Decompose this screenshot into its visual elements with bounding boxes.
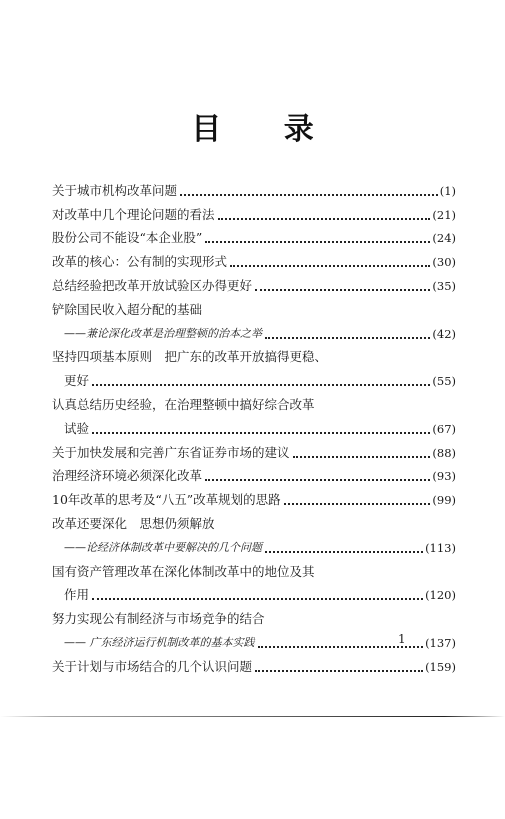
toc-entry-continuation[interactable] [52, 413, 456, 437]
toc-entry-title: 股份公司不能设“本企业股” [52, 230, 203, 246]
dot-leader [180, 190, 438, 196]
dot-leader [92, 594, 423, 600]
page-title: 目 录 [191, 112, 340, 147]
toc-entry-page: (30) [432, 255, 456, 270]
toc-entry-title: 10年改革的思考及“八五”改革规划的思路 [52, 492, 281, 508]
toc-entry-page: (137) [425, 635, 456, 650]
table-of-contents [52, 175, 456, 675]
toc-entry-title: ——兼论深化改革是治理整顿的治本之举 [64, 326, 262, 340]
dot-leader [205, 475, 430, 481]
toc-entry-title: 对改革中几个理论问题的看法 [52, 206, 215, 222]
dot-leader [255, 666, 423, 672]
toc-entry-title: 关于加快发展和完善广东省证券市场的建议 [52, 444, 290, 460]
dot-leader [265, 547, 423, 553]
toc-entry-title: 国有资产管理改革在深化体制改革中的地位及其 [52, 563, 315, 579]
toc-entry[interactable] [52, 294, 456, 318]
toc-entry-page: (93) [432, 469, 456, 484]
dot-leader [92, 380, 430, 386]
toc-entry-title: 铲除国民收入超分配的基础 [52, 301, 203, 317]
dot-leader [205, 237, 430, 243]
toc-entry[interactable] [52, 603, 456, 627]
toc-entry[interactable] [52, 461, 456, 485]
toc-entry-title: 试验 [64, 420, 90, 436]
toc-entry[interactable] [52, 437, 456, 461]
toc-entry[interactable] [52, 175, 456, 199]
toc-entry-page: (120) [425, 588, 456, 603]
dot-leader [293, 452, 431, 458]
toc-entry-title: 更好 [64, 373, 90, 389]
toc-entry[interactable] [52, 342, 456, 366]
toc-entry-title: 认真总结历史经验，在治理整顿中搞好综合改革 [52, 396, 315, 412]
page-number: 1 [398, 632, 406, 646]
toc-entry[interactable] [52, 508, 456, 532]
toc-entry[interactable] [52, 484, 456, 508]
dot-leader [218, 214, 431, 220]
toc-entry-page: (42) [432, 326, 456, 341]
toc-entry[interactable] [52, 223, 456, 247]
toc-entry-page: (35) [432, 278, 456, 293]
toc-entry[interactable] [52, 651, 456, 675]
dot-leader [255, 285, 430, 291]
toc-entry-title: 治理经济环境必须深化改革 [52, 468, 203, 484]
toc-entry-page: (67) [432, 421, 456, 436]
toc-entry[interactable] [52, 246, 456, 270]
toc-entry[interactable] [52, 556, 456, 580]
toc-entry-title: 改革的核心：公有制的实现形式 [52, 254, 228, 270]
dot-leader [265, 333, 430, 339]
toc-entry-page: (88) [432, 445, 456, 460]
toc-entry-title: 改革还要深化 思想仍须解放 [52, 515, 215, 531]
toc-entry-title: 总结经验把改革开放试验区办得更好 [52, 277, 253, 293]
toc-entry[interactable] [52, 389, 456, 413]
toc-entry-page: (24) [432, 231, 456, 246]
page-edge-rule [0, 716, 505, 717]
toc-entry-subtitle[interactable] [52, 318, 456, 342]
toc-entry-title: 关于计划与市场结合的几个认识问题 [52, 658, 253, 674]
toc-entry-page: (55) [432, 374, 456, 389]
toc-entry-page: (21) [432, 207, 456, 222]
toc-entry-subtitle[interactable] [52, 532, 456, 556]
toc-entry-subtitle[interactable] [52, 627, 456, 651]
toc-entry-page: (159) [425, 659, 456, 674]
dot-leader [230, 261, 430, 267]
toc-entry-page: (1) [439, 183, 456, 198]
toc-entry-title: 作用 [64, 587, 90, 603]
toc-entry[interactable] [52, 199, 456, 223]
toc-entry-continuation[interactable] [52, 580, 456, 604]
toc-entry-page: (113) [425, 540, 456, 555]
toc-entry[interactable] [52, 270, 456, 294]
dot-leader [284, 499, 431, 505]
toc-entry-title: 努力实现公有制经济与市场竞争的结合 [52, 611, 265, 627]
toc-entry-title: 坚持四项基本原则 把广东的改革开放搞得更稳、 [52, 349, 328, 365]
toc-entry-title: —— 广东经济运行机制改革的基本实践 [64, 635, 255, 649]
toc-entry-title: ——论经济体制改革中要解决的几个问题 [64, 540, 262, 554]
toc-entry-title: 关于城市机构改革问题 [52, 182, 178, 198]
dot-leader [92, 428, 430, 434]
toc-entry-page: (99) [432, 493, 456, 508]
toc-entry-continuation[interactable] [52, 365, 456, 389]
